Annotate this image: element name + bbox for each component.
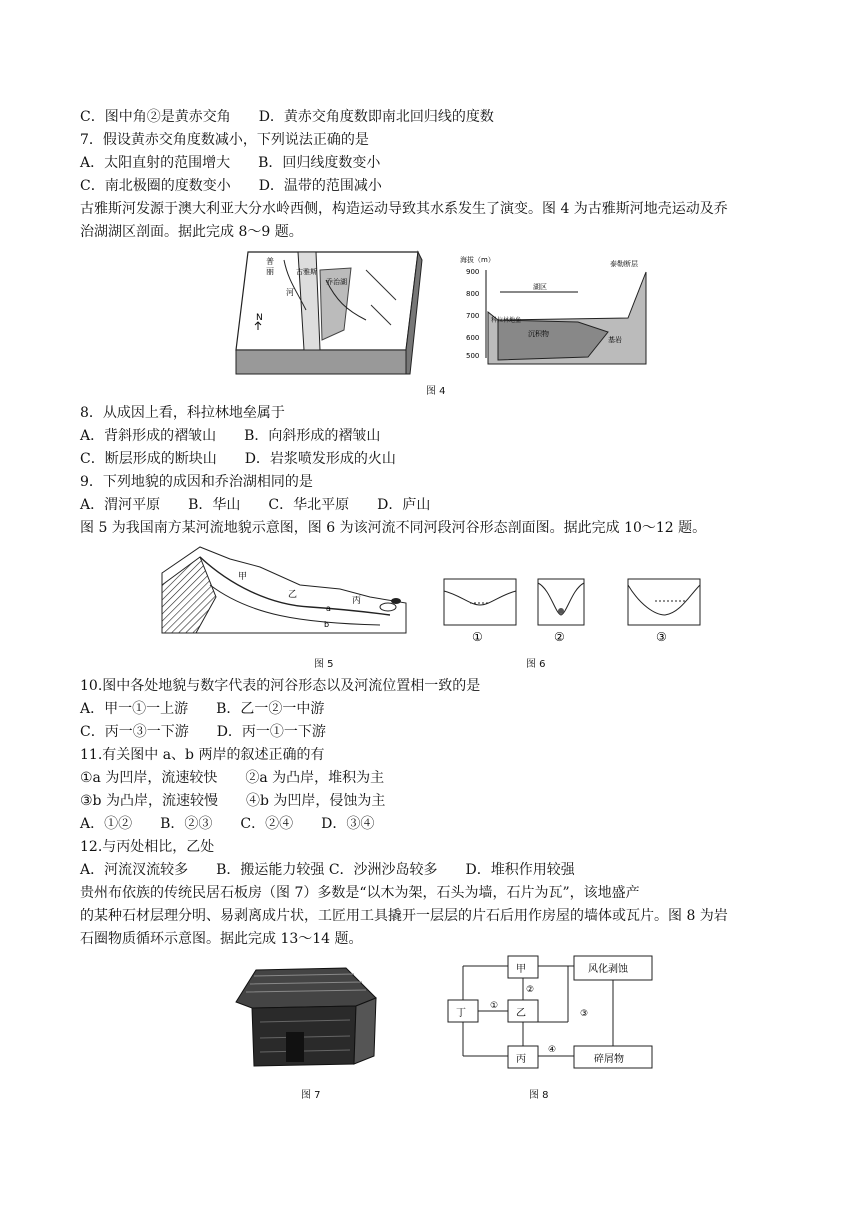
box-weathering: 风化剥蚀 xyxy=(588,964,628,975)
figure-6-valley-profiles xyxy=(440,575,710,645)
map-label: 普 xyxy=(266,257,274,266)
box-bing: 丙 xyxy=(516,1054,526,1065)
option-line: A．甲一①一上游 B．乙一②一中游 xyxy=(80,701,325,717)
figure-8-caption: 图 8 xyxy=(529,1090,549,1101)
figure-6-caption: 图 6 xyxy=(526,659,546,670)
option-line: A．太阳直射的范围增大 B．回归线度数变小 xyxy=(80,155,381,171)
figure-5-caption: 图 5 xyxy=(314,659,334,670)
tick-label: 900 xyxy=(466,268,480,276)
arrow-label: ③ xyxy=(580,1009,589,1019)
arrow-label: ② xyxy=(526,985,535,995)
passage-line: 古雅斯河发源于澳大利亚大分水岭西侧，构造运动导致其水系发生了演变。图 4 为古雅斯河地壳运动及乔 xyxy=(80,201,728,217)
label-a: a xyxy=(326,604,331,613)
horst-label: 科拉林地垒 xyxy=(491,317,522,324)
box-jia: 甲 xyxy=(516,964,526,975)
map-label: 古雅斯 xyxy=(296,268,317,276)
profile-label: ② xyxy=(554,630,565,644)
map-label: 丽 xyxy=(266,267,274,276)
statement-line: ①a 为凹岸，流速较快 ②a 为凸岸，堆积为主 xyxy=(80,770,385,786)
question-10: 10.图中各处地貌与数字代表的河谷形态以及河流位置相一致的是 xyxy=(80,678,481,694)
map-label: 河 xyxy=(286,288,294,297)
question-7: 7．假设黄赤交角度数减小，下列说法正确的是 xyxy=(80,132,369,148)
option-line: A．①② B．②③ C．②④ D．③④ xyxy=(80,816,375,832)
tick-label: 500 xyxy=(466,352,480,360)
passage-line: 石圈物质循环示意图。据此完成 13～14 题。 xyxy=(80,931,363,947)
box-sediment: 碎屑物 xyxy=(594,1054,624,1065)
figure-4-block-diagram xyxy=(226,250,428,378)
map-label: 乔治湖 xyxy=(326,278,347,286)
question-8: 8．从成因上看，科拉林地垒属于 xyxy=(80,405,285,421)
label-jia: 甲 xyxy=(238,572,248,582)
question-9: 9．下列地貌的成因和乔治湖相同的是 xyxy=(80,474,313,490)
figure-5-river-landform xyxy=(160,545,412,637)
north-arrow-label: N xyxy=(256,313,263,323)
axis-title: 海拔（m） xyxy=(460,256,495,264)
label-bing: 丙 xyxy=(352,596,362,606)
tick-label: 700 xyxy=(466,312,480,320)
option-line: A．背斜形成的褶皱山 B．向斜形成的褶皱山 xyxy=(80,428,381,444)
fault-label: 泰勒断层 xyxy=(610,260,638,268)
lake-label: 湖区 xyxy=(533,283,547,291)
profile-label: ③ xyxy=(656,630,667,644)
tick-label: 800 xyxy=(466,290,480,298)
option-line: C．断层形成的断块山 D．岩浆喷发形成的火山 xyxy=(80,451,396,467)
label-yi: 乙 xyxy=(288,590,298,600)
option-line: A．渭河平原 B．华山 C．华北平原 D．庐山 xyxy=(80,497,431,513)
passage-line: 图 5 为我国南方某河流地貌示意图，图 6 为该河流不同河段河谷形态剖面图。据此完成 10～12 题。 xyxy=(80,520,707,536)
arrow-label: ① xyxy=(490,1001,499,1011)
figure-7-caption: 图 7 xyxy=(301,1090,321,1101)
passage-line: 贵州布依族的传统民居石板房（图 7）多数是“以木为架，石头为墙，石片为瓦”，该地盛产 xyxy=(80,885,640,901)
option-line: C．丙一③一下游 D．丙一①一下游 xyxy=(80,724,326,740)
option-line: C．南北极圈的度数变小 D．温带的范围减小 xyxy=(80,178,382,194)
option-line: A．河流汊流较多 B．搬运能力较强 C．沙洲沙岛较多 D．堆积作用较强 xyxy=(80,862,575,878)
figure-4-lake-profile xyxy=(458,252,648,370)
figure-7-stone-house xyxy=(226,962,386,1070)
box-ding: 丁 xyxy=(456,1008,466,1019)
statement-line: ③b 为凸岸，流速较慢 ④b 为凹岸，侵蚀为主 xyxy=(80,793,386,809)
sediment-label: 沉积物 xyxy=(528,330,549,338)
figure-8-rock-cycle xyxy=(438,952,658,1082)
question-11: 11.有关图中 a、b 两岸的叙述正确的有 xyxy=(80,747,325,763)
label-b: b xyxy=(324,620,330,629)
profile-label: ① xyxy=(472,630,483,644)
question-12: 12.与丙处相比，乙处 xyxy=(80,839,215,855)
passage-line: 的某种石材层理分明、易剥离成片状，工匠用工具撬开一层层的片石后用作房屋的墙体或瓦片。图 8 为岩 xyxy=(80,908,728,924)
figure-4-caption: 图 4 xyxy=(426,386,446,397)
box-yi: 乙 xyxy=(516,1008,526,1019)
passage-line: 治湖湖区剖面。据此完成 8～9 题。 xyxy=(80,224,303,240)
rock-label: 基岩 xyxy=(608,336,622,344)
arrow-label: ④ xyxy=(548,1045,557,1055)
option-line: C．图中角②是黄赤交角 D．黄赤交角度数即南北回归线的度数 xyxy=(80,109,494,125)
tick-label: 600 xyxy=(466,334,480,342)
